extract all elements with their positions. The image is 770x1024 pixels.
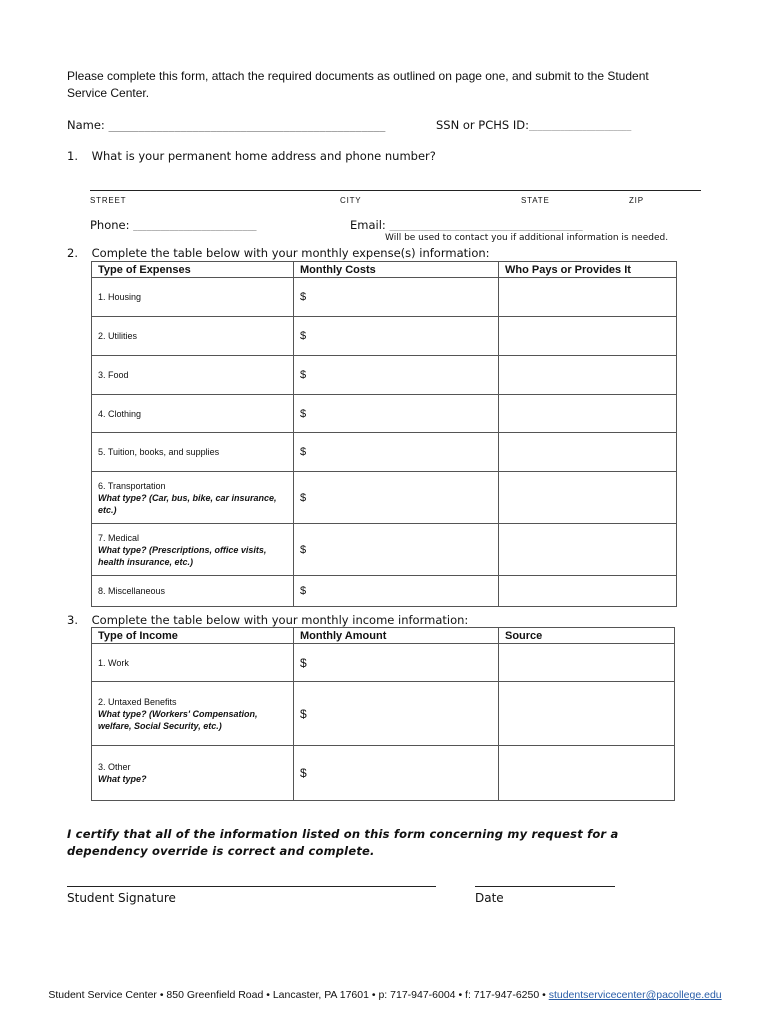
footer-email-link[interactable]: studentservicecenter@pacollege.edu (548, 989, 722, 1001)
question-2-number: 2. (67, 246, 78, 260)
expense-row-housing (92, 278, 677, 317)
expense-row-utilities (92, 317, 677, 356)
income-header-row (92, 628, 675, 644)
expense-label (92, 433, 294, 472)
question-3-number: 3. (67, 613, 78, 627)
email-label: Email: (350, 218, 386, 232)
income-label-text: 1. Work (98, 657, 129, 668)
signature-field[interactable] (67, 886, 436, 887)
question-1-text: What is your permanent home address and phone number? (91, 149, 436, 163)
ssn-field[interactable]: _______________________ (528, 122, 632, 131)
expense-amount[interactable]: $ (294, 356, 499, 395)
question-3 (67, 613, 468, 627)
phone-field[interactable]: ___________________________ (133, 222, 257, 231)
expenses-header-who: Who Pays or Provides It (499, 262, 677, 278)
expense-amount[interactable]: $ (294, 576, 499, 607)
footer (0, 989, 770, 1001)
expense-subtext: What type? (Car, bus, bike, car insurance, etc.) (98, 492, 277, 515)
ssn-label: SSN or PCHS ID: (436, 118, 529, 132)
income-subtext: What type? (98, 774, 147, 784)
signature-label: Student Signature (67, 891, 176, 905)
expense-label (92, 278, 294, 317)
income-header-type: Type of Income (92, 628, 294, 644)
income-label (92, 682, 294, 746)
email-row (350, 218, 583, 232)
expense-amount[interactable]: $ (294, 278, 499, 317)
phone-row (90, 218, 257, 232)
expense-amount[interactable]: $ (294, 317, 499, 356)
income-source[interactable] (499, 644, 675, 682)
date-label: Date (475, 891, 504, 905)
expense-who[interactable] (499, 524, 677, 576)
income-source[interactable] (499, 682, 675, 746)
expense-who[interactable] (499, 317, 677, 356)
expense-row-transportation (92, 472, 677, 524)
income-row-untaxed (92, 682, 675, 746)
expense-label-text: 2. Utilities (98, 331, 138, 341)
expense-label-text: 4. Clothing (98, 408, 142, 419)
income-label (92, 746, 294, 801)
expense-row-food (92, 356, 677, 395)
expense-who[interactable] (499, 472, 677, 524)
name-label: Name: (67, 118, 105, 132)
question-2-text: Complete the table below with your monthly expense(s) information: (91, 246, 490, 260)
income-row-other (92, 746, 675, 801)
expenses-header-costs: Monthly Costs (294, 262, 499, 278)
expense-label-text: 6. Transportation (98, 480, 166, 491)
expense-label-text: 8. Miscellaneous (98, 586, 166, 596)
expense-who[interactable] (499, 278, 677, 317)
expense-who[interactable] (499, 433, 677, 472)
expense-amount[interactable]: $ (294, 395, 499, 433)
date-field[interactable] (475, 886, 615, 887)
expense-row-miscellaneous (92, 576, 677, 607)
income-header-source: Source (499, 628, 675, 644)
street-label: STREET (90, 196, 127, 205)
address-field[interactable] (90, 190, 701, 191)
expense-label (92, 356, 294, 395)
footer-contact: Student Service Center • 850 Greenfield Road • Lancaster, PA 17601 • p: 717-947-6004 • f: 717-947-6250 • (48, 989, 546, 1001)
income-label-text: 3. Other (98, 762, 131, 772)
expenses-header-row (92, 262, 677, 278)
question-3-text: Complete the table below with your monthly income information: (91, 613, 469, 627)
income-header-amount: Monthly Amount (294, 628, 499, 644)
name-field[interactable]: ______________________________________________ (108, 121, 386, 132)
email-note: Will be used to contact you if additional information is needed. (385, 233, 669, 243)
certification-text: I certify that all of the information listed on this form concerning my request for a dependency override is correct and complete. (67, 827, 619, 858)
ssn-row (436, 118, 631, 132)
expenses-header-type: Type of Expenses (92, 262, 294, 278)
income-amount[interactable]: $ (294, 644, 499, 682)
expense-row-medical (92, 524, 677, 576)
expense-amount[interactable]: $ (294, 472, 499, 524)
income-label (92, 644, 294, 682)
expense-who[interactable] (499, 576, 677, 607)
expense-label-text: 3. Food (98, 370, 129, 380)
expenses-table (91, 261, 677, 607)
expense-label (92, 472, 294, 524)
name-row (67, 118, 385, 132)
state-label: STATE (521, 196, 550, 205)
expense-subtext: What type? (Prescriptions, office visits, health insurance, etc.) (98, 544, 267, 567)
expense-label (92, 317, 294, 356)
expense-who[interactable] (499, 356, 677, 395)
question-1-number: 1. (67, 149, 78, 163)
intro-text: Please complete this form, attach the required documents as outlined on page one, and submit to the Student Service Center. (67, 69, 649, 100)
expense-label (92, 524, 294, 576)
income-row-work (92, 644, 675, 682)
expense-row-tuition (92, 433, 677, 472)
expense-amount[interactable]: $ (294, 524, 499, 576)
expense-row-clothing (92, 395, 677, 433)
question-1 (67, 149, 436, 163)
expense-label-text: 1. Housing (98, 292, 142, 302)
expense-label-text: 5. Tuition, books, and supplies (98, 447, 220, 457)
expense-label-text: 7. Medical (98, 532, 140, 543)
expense-label (92, 576, 294, 607)
income-table (91, 627, 675, 801)
question-2 (67, 246, 490, 260)
city-label: CITY (340, 196, 362, 205)
email-field[interactable]: ____________________________________________ (389, 222, 583, 231)
expense-label (92, 395, 294, 433)
income-label-text: 2. Untaxed Benefits (98, 696, 177, 707)
income-amount[interactable]: $ (294, 682, 499, 746)
expense-amount[interactable]: $ (294, 433, 499, 472)
income-amount[interactable]: $ (294, 746, 499, 801)
phone-label: Phone: (90, 218, 130, 232)
expense-who[interactable] (499, 395, 677, 433)
zip-label: ZIP (629, 196, 644, 205)
income-subtext: What type? (Workers' Compensation, welfare, Social Security, etc.) (98, 708, 258, 731)
income-source[interactable] (499, 746, 675, 801)
